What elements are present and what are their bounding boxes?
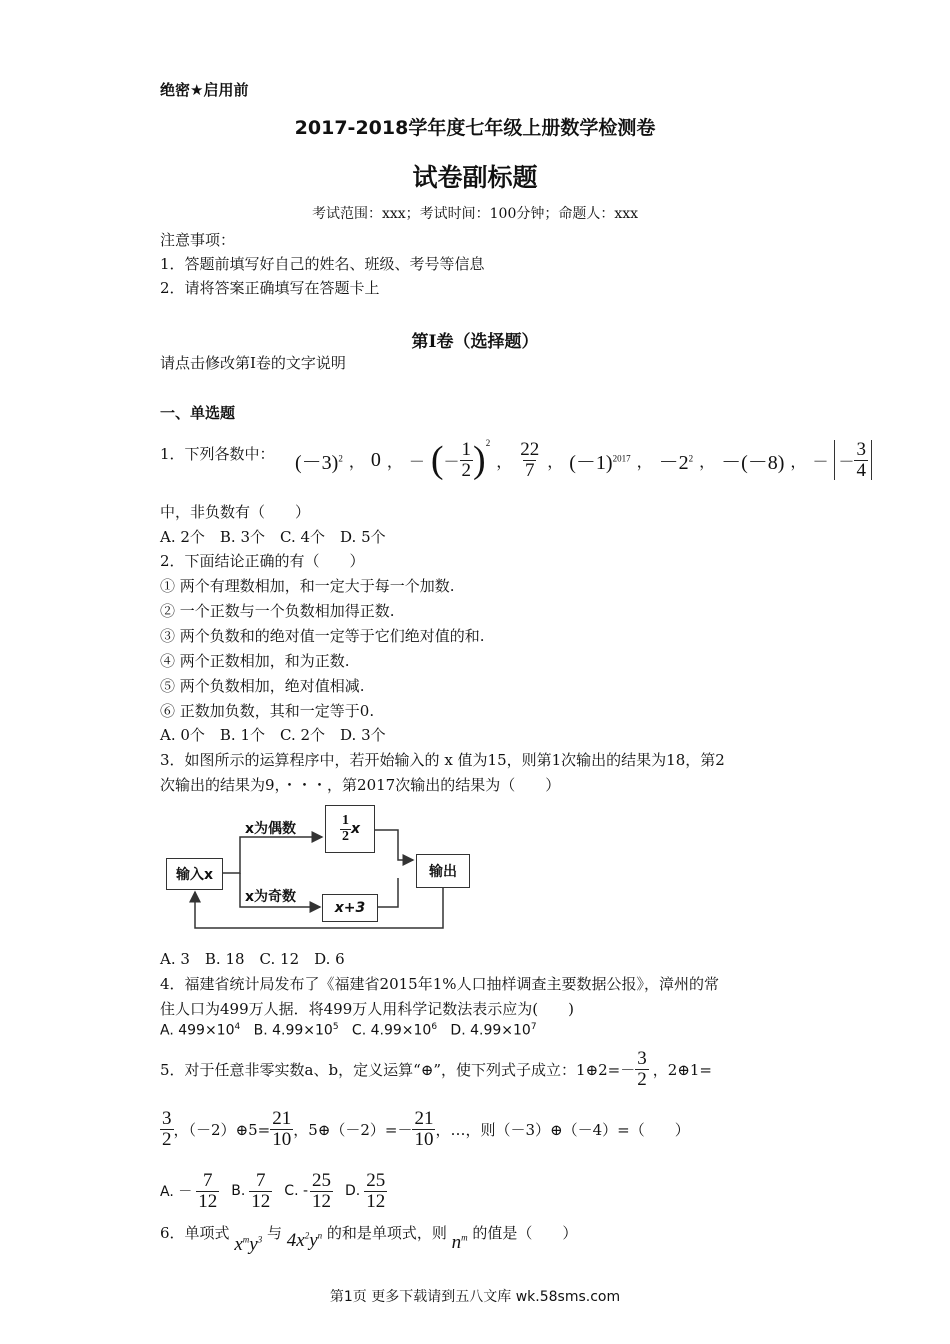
q1-options: A. 2个 B. 3个 C. 4个 D. 5个 [160, 528, 386, 546]
section-desc: 请点击修改第I卷的文字说明 [160, 354, 346, 372]
notice-item: 1．答题前填写好自己的姓名、班级、考号等信息 [160, 255, 485, 273]
q2-item: ⑤ 两个负数相加，绝对值相减. [160, 677, 365, 695]
q4-line2: 住人口为499万人据．将499万人用科学记数法表示应为( ) [160, 1000, 574, 1018]
q3-line2: 次输出的结果为9，・・・，第2017次输出的结果为（ ） [160, 776, 561, 794]
q5-options: A. － $\frac{7}{12}$ B. $\frac{7}{12}$ C. - $\frac{25}{12}$ D. $\frac{25}{12}$ [160, 1169, 386, 1212]
exam-meta: 考试范围：xxx；考试时间：100分钟；命题人：xxx [311, 206, 639, 222]
flow-even-label: x为偶数 [245, 821, 297, 837]
q1-stem: 1．下列各数中： [160, 445, 275, 463]
q2-options: A. 0个 B. 1个 C. 2个 D. 3个 [160, 726, 386, 744]
flow-output-box: 输出 [416, 854, 470, 888]
q6: 6．单项式 $x^my^3$ 与 $4x^2y^n$ 的和是单项式，则 $n^m$ 的值是（ ） [160, 1224, 578, 1255]
q2-item: ⑥ 正数加负数，其和一定等于0. [160, 702, 375, 720]
q2-item: ④ 两个正数相加，和为正数. [160, 652, 350, 670]
flow-half-box: $\frac{1}{2}$ x [325, 805, 375, 853]
question-type: 一、单选题 [160, 404, 236, 422]
notice-label: 注意事项： [160, 231, 236, 249]
notice-item: 2．请将答案正确填写在答题卡上 [160, 279, 380, 297]
q2-item: ① 两个有理数相加，和一定大于每一个加数. [160, 577, 455, 595]
flow-odd-label: x为奇数 [245, 889, 297, 905]
exam-subtitle: 试卷副标题 [412, 163, 538, 192]
q4-options: A. $499\times 10^4$ B. $4.99\times 10^5$ C. $4.99\times 10^6$ D. $4.99\times 10^7$ [160, 1022, 537, 1039]
flow-plus-box: x+3 [322, 894, 378, 922]
flow-input-box: 输入x [166, 858, 223, 890]
exam-title: 2017-2018学年度七年级上册数学检测卷 [294, 117, 656, 139]
page-footer: 第1页 更多下载请到五八文库 wk.58sms.com [329, 1289, 621, 1305]
q2-stem: 2．下面结论正确的有（ ） [160, 552, 365, 570]
q3-line1: 3．如图所示的运算程序中，若开始输入的 x 值为15，则第1次输出的结果为18，第2 [160, 751, 725, 769]
q1-tail: 中，非负数有（ ） [160, 503, 311, 521]
q5-line2: $\frac{3}{2}$ ，（－2）⊕5= $\frac{21}{10}$ ，5⊕（－2）=－ $\frac{21}{10}$ ，…，则（－3）⊕（－4）=（ ） [162, 1107, 690, 1150]
q5-line1: 5．对于任意非零实数a、b，定义运算“⊕”，使下列式子成立：1⊕2=－ $\frac{3}{2}$ ，2⊕1= [160, 1047, 712, 1090]
q3-options: A. 3 B. 18 C. 12 D. 6 [160, 950, 345, 968]
q2-item: ② 一个正数与一个负数相加得正数. [160, 602, 395, 620]
flowchart [160, 800, 480, 940]
secret-label: 绝密★启用前 [160, 81, 249, 99]
q2-item: ③ 两个负数和的绝对值一定等于它们绝对值的和. [160, 627, 485, 645]
section-title: 第I卷（选择题） [411, 332, 539, 352]
q1-numbers: $(-3)^2$ ， 0 ， － ( － $\frac{1}{2}$ ) $^2$ ， $\frac{22}{7}$ ， $(-1)^{2017}$ ， $-2^2$ ， －(－8) ， － － $\frac{3}{4}$ [295, 432, 872, 488]
q4-line1: 4．福建省统计局发布了《福建省2015年1%人口抽样调查主要数据公报》，漳州的常 [160, 975, 720, 993]
